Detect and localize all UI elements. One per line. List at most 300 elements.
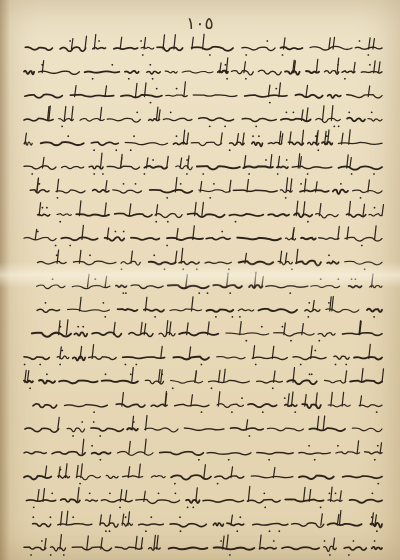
- letter-stroke: [136, 83, 138, 96]
- handwritten-word: [325, 380, 346, 383]
- handwritten-word: [85, 71, 120, 72]
- handwritten-word: [76, 475, 100, 479]
- diacritic-dot: [142, 54, 144, 56]
- letter-stroke: [114, 322, 116, 334]
- letter-stroke: [345, 371, 347, 383]
- handwritten-word: [165, 71, 177, 73]
- diacritic-dot: [371, 516, 373, 518]
- diacritic-dot: [105, 530, 107, 532]
- diacritic-dot: [294, 411, 296, 413]
- handwritten-word: [287, 380, 316, 384]
- diacritic-dot: [179, 516, 181, 518]
- letter-stroke: [306, 85, 308, 96]
- letter-stroke: [304, 487, 306, 501]
- handwritten-word: [149, 119, 160, 121]
- handwritten-word: [319, 238, 339, 240]
- handwritten-word: [179, 333, 218, 336]
- diacritic-dot: [282, 326, 284, 328]
- diacritic-dot: [373, 316, 375, 318]
- diacritic-dot: [235, 221, 237, 223]
- diacritic-dot: [337, 445, 339, 447]
- handwritten-word: [76, 214, 109, 216]
- handwritten-word: [24, 547, 46, 550]
- handwritten-word: [338, 142, 382, 144]
- letter-stroke: [66, 511, 68, 525]
- letter-stroke: [58, 417, 60, 430]
- diacritic-dot: [150, 102, 152, 104]
- letter-stroke: [323, 416, 325, 430]
- handwritten-word: [182, 71, 213, 73]
- diacritic-dot: [272, 387, 274, 389]
- letter-stroke: [82, 439, 84, 454]
- letter-stroke: [78, 488, 80, 502]
- handwritten-word: [233, 190, 277, 192]
- diacritic-dot: [353, 540, 355, 542]
- letter-stroke: [349, 130, 351, 145]
- handwritten-word: [61, 166, 83, 168]
- handwritten-word: [306, 71, 319, 73]
- handwritten-word: [372, 547, 382, 549]
- letter-stroke: [332, 297, 334, 311]
- handwritten-word: [121, 95, 162, 98]
- diacritic-dot: [77, 326, 79, 328]
- handwritten-word: [199, 190, 231, 192]
- diacritic-dot: [236, 530, 238, 532]
- diacritic-dot: [307, 316, 309, 318]
- handwritten-word: [155, 213, 182, 217]
- diacritic-dot: [51, 493, 53, 495]
- handwritten-word: [310, 46, 352, 50]
- diacritic-dot: [91, 445, 93, 447]
- diacritic-dot: [153, 254, 155, 256]
- diacritic-dot: [289, 292, 291, 294]
- diacritic-dot: [45, 302, 47, 304]
- handwritten-word: [342, 333, 382, 336]
- diacritic-dot: [41, 64, 43, 66]
- letter-stroke: [37, 178, 39, 192]
- handwritten-word: [318, 333, 335, 337]
- letter-stroke: [316, 59, 318, 73]
- handwritten-word: [175, 404, 209, 406]
- diacritic-dot: [89, 493, 91, 495]
- handwritten-word: [92, 332, 121, 337]
- diacritic-dot: [152, 159, 154, 161]
- handwritten-word: [163, 118, 192, 120]
- letter-stroke: [120, 37, 122, 49]
- diacritic-dot: [373, 173, 375, 175]
- manuscript-line: [30, 178, 382, 199]
- diacritic-dot: [333, 126, 335, 128]
- diacritic-dot: [57, 197, 59, 199]
- letter-stroke: [260, 535, 262, 549]
- diacritic-dot: [314, 459, 316, 461]
- letter-stroke: [281, 134, 283, 145]
- manuscript-line: [24, 439, 382, 461]
- manuscript-line: [32, 320, 382, 342]
- handwritten-word: [316, 118, 341, 122]
- diacritic-dot: [245, 340, 247, 342]
- diacritic-dot: [268, 459, 270, 461]
- handwritten-word: [336, 452, 360, 454]
- diacritic-dot: [231, 411, 233, 413]
- handwritten-word: [125, 71, 139, 73]
- handwritten-word: [33, 404, 57, 408]
- handwritten-word: [299, 452, 330, 454]
- handwritten-word: [91, 142, 118, 145]
- diacritic-dot: [376, 411, 378, 413]
- diacritic-dot: [150, 516, 152, 518]
- diacritic-dot: [59, 364, 61, 366]
- letter-stroke: [323, 106, 325, 121]
- diacritic-dot: [286, 159, 288, 161]
- diacritic-dot: [166, 197, 168, 199]
- letter-stroke: [243, 133, 245, 144]
- handwritten-word: [24, 452, 46, 454]
- handwritten-word: [122, 476, 142, 478]
- letter-stroke: [71, 39, 73, 49]
- diacritic-dot: [280, 135, 282, 137]
- handwritten-word: [231, 71, 253, 75]
- letter-stroke: [159, 370, 161, 383]
- diacritic-dot: [72, 516, 74, 518]
- handwritten-word: [144, 309, 164, 311]
- diacritic-dot: [38, 183, 40, 185]
- manuscript-line: [24, 464, 382, 485]
- diacritic-dot: [98, 40, 100, 42]
- diacritic-dot: [255, 364, 257, 366]
- manuscript-line: [25, 34, 382, 56]
- letter-stroke: [125, 490, 127, 501]
- letter-stroke: [61, 512, 63, 526]
- diacritic-dot: [50, 516, 52, 518]
- letter-stroke: [60, 347, 62, 359]
- diacritic-dot: [252, 135, 254, 137]
- letter-stroke: [227, 535, 229, 549]
- diacritic-dot: [144, 173, 146, 175]
- handwritten-word: [170, 309, 201, 311]
- diacritic-dot: [111, 64, 113, 66]
- handwritten-word: [106, 475, 118, 478]
- diacritic-dot: [93, 411, 95, 413]
- handwritten-word: [215, 476, 244, 479]
- handwritten-word: [365, 452, 382, 454]
- diacritic-dot: [320, 507, 322, 509]
- letter-stroke: [136, 536, 138, 549]
- handwritten-word: [209, 380, 250, 382]
- diacritic-dot: [198, 292, 200, 294]
- diacritic-dot: [79, 483, 81, 485]
- diacritic-dot: [221, 231, 223, 233]
- diacritic-dot: [145, 530, 147, 532]
- handwritten-word: [207, 310, 234, 312]
- letter-stroke: [221, 133, 223, 144]
- letter-stroke: [157, 536, 159, 550]
- diacritic-dot: [315, 135, 317, 137]
- letter-stroke: [333, 538, 335, 549]
- manuscript-line: [24, 153, 382, 175]
- letter-stroke: [64, 107, 66, 121]
- handwritten-word: [258, 70, 281, 75]
- diacritic-dot: [229, 292, 231, 294]
- letter-stroke: [288, 394, 290, 406]
- letter-stroke: [349, 201, 351, 215]
- letter-stroke: [253, 346, 255, 359]
- diacritic-dot: [258, 135, 260, 137]
- diacritic-dot: [211, 387, 213, 389]
- letter-stroke: [229, 180, 231, 192]
- diacritic-dot: [348, 112, 350, 114]
- diacritic-dot: [161, 373, 163, 375]
- manuscript-line: [24, 58, 382, 80]
- handwritten-word: [192, 47, 234, 51]
- letter-stroke: [247, 180, 249, 192]
- letter-stroke: [80, 297, 82, 311]
- handwritten-word: [93, 190, 109, 192]
- letter-stroke: [66, 320, 68, 335]
- handwritten-word: [39, 380, 55, 383]
- diacritic-dot: [309, 373, 311, 375]
- diacritic-dot: [109, 530, 111, 532]
- letter-stroke: [187, 133, 189, 144]
- handwritten-word: [91, 428, 123, 431]
- diacritic-dot: [115, 231, 117, 233]
- letter-stroke: [60, 535, 62, 549]
- diacritic-dot: [60, 326, 62, 328]
- diacritic-dot: [81, 421, 83, 423]
- diacritic-dot: [220, 540, 222, 542]
- handwritten-word: [58, 524, 92, 525]
- handwritten-word: [151, 476, 165, 478]
- handwritten-word: [33, 524, 51, 527]
- handwritten-word: [350, 500, 382, 503]
- diacritic-dot: [255, 126, 257, 128]
- letter-stroke: [154, 535, 156, 549]
- handwritten-word: [203, 500, 244, 502]
- diacritic-dot: [115, 149, 117, 151]
- diacritic-dot: [367, 54, 369, 56]
- diacritic-dot: [245, 78, 247, 80]
- letter-stroke: [302, 130, 304, 144]
- handwritten-word: [350, 380, 382, 383]
- letter-stroke: [38, 490, 40, 502]
- handwritten-word: [107, 166, 139, 169]
- handwritten-word: [123, 357, 165, 358]
- diacritic-dot: [290, 340, 292, 342]
- diacritic-dot: [275, 88, 277, 90]
- handwritten-word: [347, 118, 365, 122]
- letter-stroke: [189, 347, 191, 359]
- diacritic-dot: [155, 221, 157, 223]
- letter-stroke: [165, 392, 167, 407]
- handwritten-word: [57, 214, 71, 216]
- handwritten-word: [145, 428, 178, 432]
- handwritten-word: [41, 142, 84, 145]
- letter-stroke: [39, 203, 41, 216]
- handwritten-word: [333, 190, 348, 194]
- letter-stroke: [195, 371, 197, 383]
- letter-stroke: [177, 229, 179, 240]
- handwritten-word: [173, 142, 187, 144]
- folio-number: ١٠٥: [186, 14, 214, 34]
- handwritten-word: [293, 357, 326, 360]
- handwritten-word: [191, 142, 221, 145]
- diacritic-dot: [317, 149, 319, 151]
- handwritten-word: [92, 452, 111, 454]
- diacritic-dot: [308, 302, 310, 304]
- diacritic-dot: [61, 350, 63, 352]
- diacritic-dot: [286, 112, 288, 114]
- handwritten-word: [267, 428, 303, 431]
- letter-stroke: [279, 131, 281, 144]
- diacritic-dot: [102, 173, 104, 175]
- letter-stroke: [240, 322, 242, 335]
- diacritic-dot: [232, 316, 234, 318]
- diacritic-dot: [176, 88, 178, 90]
- diacritic-dot: [140, 40, 142, 42]
- diacritic-dot: [229, 149, 231, 151]
- handwritten-word: [59, 381, 97, 384]
- letter-stroke: [196, 488, 198, 502]
- manuscript-line: [24, 225, 382, 246]
- handwritten-word: [326, 309, 359, 312]
- handwritten-word: [107, 118, 140, 122]
- diacritic-dot: [314, 350, 316, 352]
- diacritic-dot: [337, 64, 339, 66]
- handwritten-word: [328, 95, 341, 98]
- letter-stroke: [105, 86, 107, 97]
- handwritten-word: [188, 213, 225, 217]
- diacritic-dot: [125, 364, 127, 366]
- handwritten-word: [309, 428, 345, 431]
- handwritten-word: [274, 333, 315, 336]
- diacritic-dot: [277, 173, 279, 175]
- handwritten-word: [369, 214, 382, 216]
- diacritic-dot: [207, 292, 209, 294]
- handwritten-word: [217, 404, 243, 408]
- diacritic-dot: [29, 387, 31, 389]
- letter-stroke: [202, 202, 204, 215]
- diacritic-dot: [149, 64, 151, 66]
- letter-stroke: [317, 416, 319, 430]
- letter-stroke: [329, 38, 331, 49]
- diacritic-dot: [104, 316, 106, 318]
- diacritic-dot: [69, 245, 71, 247]
- handwritten-word: [169, 548, 208, 550]
- diacritic-dot: [172, 387, 174, 389]
- handwritten-word: [24, 166, 56, 170]
- letter-stroke: [161, 346, 163, 358]
- handwritten-word: [251, 476, 293, 478]
- paper-fold: [0, 262, 400, 288]
- manuscript-line: [26, 486, 382, 508]
- letter-stroke: [188, 156, 190, 168]
- diacritic-dot: [318, 340, 320, 342]
- letter-stroke: [139, 464, 141, 478]
- diacritic-dot: [31, 173, 33, 175]
- handwritten-word: [70, 95, 113, 97]
- diacritic-dot: [300, 183, 302, 185]
- diacritic-dot: [326, 135, 328, 137]
- letter-stroke: [270, 155, 272, 168]
- diacritic-dot: [89, 254, 91, 256]
- diacritic-dot: [167, 221, 169, 223]
- handwritten-word: [173, 357, 208, 360]
- diacritic-dot: [213, 183, 215, 185]
- handwritten-word: [214, 547, 255, 549]
- diacritic-dot: [307, 221, 309, 223]
- handwritten-word: [247, 500, 280, 503]
- handwritten-word: [26, 500, 55, 501]
- handwritten-word: [61, 237, 97, 240]
- manuscript-line: [38, 201, 384, 223]
- handwritten-word: [117, 452, 153, 456]
- handwritten-word: [114, 48, 138, 49]
- letter-stroke: [293, 228, 295, 240]
- diacritic-dot: [56, 254, 58, 256]
- letter-stroke: [85, 36, 87, 49]
- letter-stroke: [223, 536, 225, 549]
- diacritic-dot: [209, 126, 211, 128]
- diacritic-dot: [180, 183, 182, 185]
- manuscript-line: [24, 535, 382, 556]
- letter-stroke: [100, 107, 102, 120]
- diacritic-dot: [32, 516, 34, 518]
- diacritic-dot: [225, 64, 227, 66]
- handwritten-word: [131, 238, 159, 240]
- letter-stroke: [224, 369, 226, 382]
- diacritic-dot: [174, 483, 176, 485]
- diacritic-dot: [338, 126, 340, 128]
- handwritten-word: [67, 309, 109, 311]
- manuscript-line: [25, 416, 382, 437]
- diacritic-dot: [300, 364, 302, 366]
- handwritten-word: [24, 476, 51, 479]
- handwritten-word: [65, 405, 108, 407]
- diacritic-dot: [92, 78, 94, 80]
- diacritic-dot: [72, 435, 74, 437]
- diacritic-dot: [209, 197, 211, 199]
- handwritten-word: [285, 238, 295, 240]
- diacritic-dot: [30, 554, 32, 556]
- diacritic-dot: [374, 459, 376, 461]
- diacritic-dot: [345, 364, 347, 366]
- diacritic-dot: [307, 173, 309, 175]
- letter-stroke: [105, 181, 107, 192]
- letter-stroke: [337, 514, 339, 525]
- diacritic-dot: [266, 40, 268, 42]
- letter-stroke: [57, 179, 59, 192]
- handwritten-word: [199, 118, 234, 121]
- diacritic-dot: [360, 197, 362, 199]
- handwritten-word: [60, 47, 86, 51]
- diacritic-dot: [273, 540, 275, 542]
- diacritic-dot: [228, 459, 230, 461]
- letter-stroke: [290, 179, 292, 192]
- letter-stroke: [340, 491, 342, 502]
- handwritten-word: [253, 524, 288, 526]
- letter-stroke: [72, 106, 74, 120]
- handwritten-word: [338, 166, 382, 169]
- handwritten-word: [160, 452, 204, 455]
- diacritic-dot: [33, 507, 35, 509]
- diacritic-dot: [226, 78, 228, 80]
- diacritic-dot: [55, 245, 57, 247]
- handwritten-word: [324, 546, 337, 551]
- diacritic-dot: [263, 493, 265, 495]
- diacritic-dot: [82, 326, 84, 328]
- letter-stroke: [375, 226, 377, 240]
- letter-stroke: [219, 370, 221, 382]
